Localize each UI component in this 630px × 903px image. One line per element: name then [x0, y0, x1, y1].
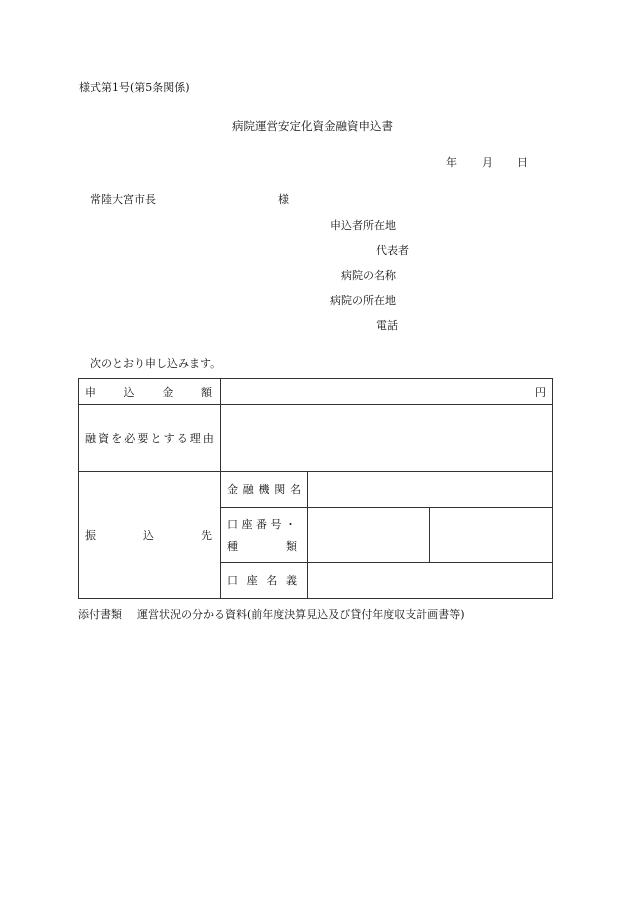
hospital-name-label: 病院の名称 [341, 269, 396, 282]
hospital-address-label: 病院の所在地 [330, 294, 396, 307]
yen-unit: 円 [535, 385, 546, 399]
applicant-address-label: 申込者所在地 [330, 219, 396, 232]
intro-text: 次のとおり申し込みます。 [90, 357, 222, 370]
date-month-label: 月 [482, 156, 493, 169]
amount-field[interactable] [221, 379, 553, 405]
date-year-label: 年 [446, 156, 457, 169]
amount-row [79, 379, 553, 405]
representative-label: 代表者 [376, 244, 409, 257]
document-title: 病院運営安定化資金融資申込書 [232, 119, 393, 133]
bank-name-label: 金 融 機 関 名 [221, 471, 308, 507]
account-number-type-label: 口 座 番 号 ・ 種 類 [221, 508, 308, 562]
form-number: 様式第1号(第5条関係) [79, 81, 190, 94]
account-number-field[interactable] [308, 508, 430, 562]
date-day-label: 日 [517, 156, 528, 169]
account-holder-label: 口 座 名 義 [221, 562, 308, 598]
amount-label: 申 込 金 額 [79, 379, 221, 405]
addressee-name: 常陸大宮市長 [90, 193, 156, 206]
attachment-text: 運営状況の分かる資料(前年度決算見込及び貸付年度収支計画書等) [137, 608, 465, 621]
reason-row [79, 405, 553, 472]
application-table [78, 378, 553, 599]
bank-row [79, 471, 553, 507]
phone-label: 電話 [376, 319, 398, 332]
account-holder-field[interactable] [308, 562, 553, 598]
reason-label: 融資を必要とする理由 [79, 405, 221, 472]
reason-field[interactable] [221, 405, 553, 472]
addressee-honorific: 様 [278, 193, 289, 206]
bank-name-field[interactable] [308, 471, 553, 507]
transfer-destination-label: 振 込 先 [79, 471, 221, 598]
attachment-label: 添付書類 [78, 608, 122, 621]
account-type-field[interactable] [430, 508, 553, 562]
